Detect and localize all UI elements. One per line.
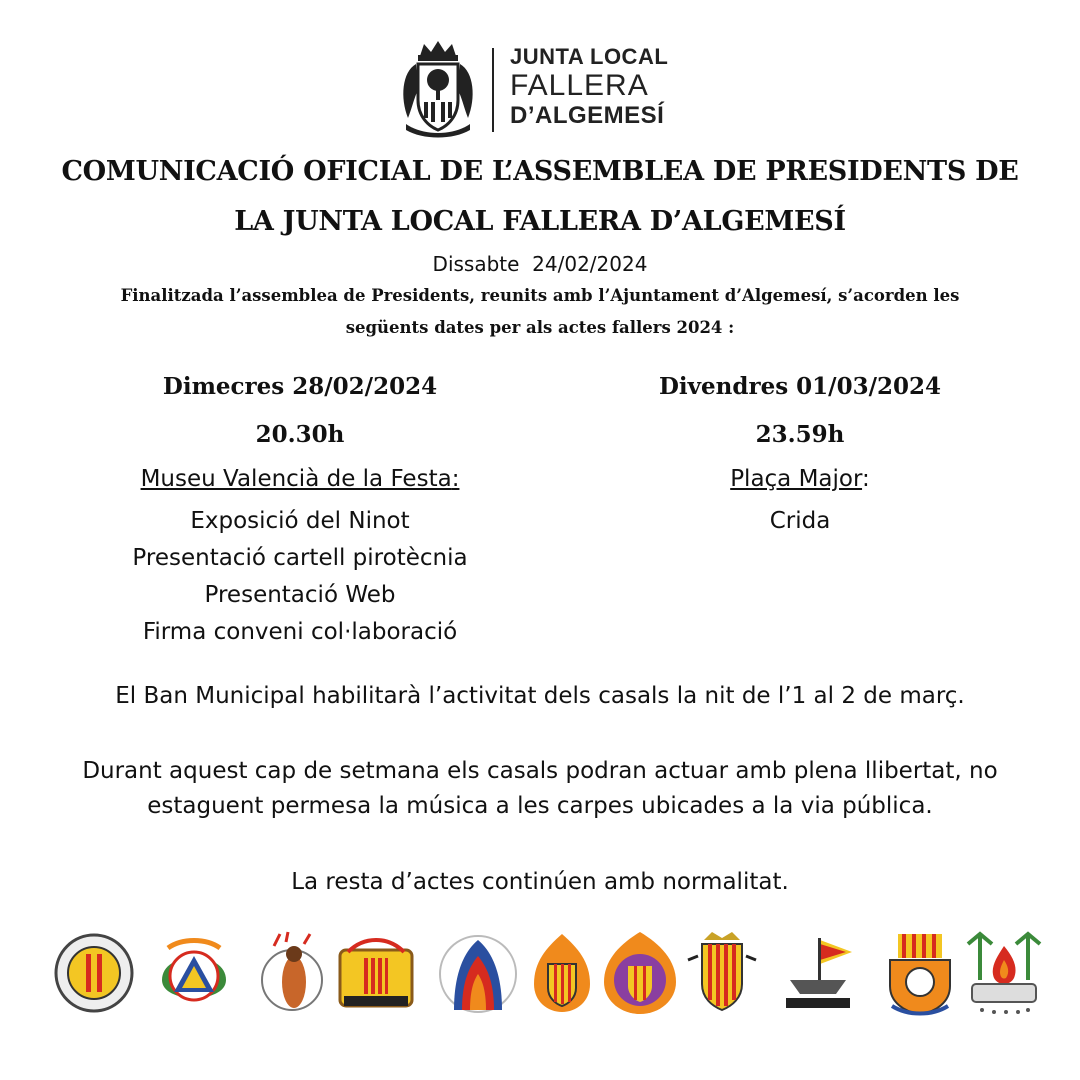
- note-ban: El Ban Municipal habilitarà l’activitat dels casals la nit de l’1 al 2 de març.: [115, 683, 965, 709]
- list-item: Exposició del Ninot: [190, 508, 410, 534]
- falla-crest-6-icon: [520, 930, 604, 1016]
- falla-crest-3-icon: [250, 930, 334, 1016]
- falla-crest-1-icon: [52, 930, 136, 1016]
- logo-line-2: FALLERA: [510, 69, 649, 102]
- note-rest: La resta d’actes continúen amb normalitat.: [291, 869, 789, 895]
- intro-line-2: següents dates per als actes fallers 2024 :: [345, 318, 735, 337]
- event-place-name: Museu Valencià de la Festa: [140, 466, 452, 492]
- note-weekend: Durant aquest cap de setmana els casals podran actuar amb plena llibertat, no estaguent permesa la música a les carpes ubicades a la via pública.: [82, 758, 998, 819]
- event-place-suffix: :: [862, 466, 870, 492]
- list-item: Crida: [769, 508, 831, 534]
- event-time: 20.30h: [255, 421, 345, 448]
- logo-line-3: D’ALGEMESÍ: [510, 102, 665, 129]
- falla-crest-11-icon: [962, 930, 1046, 1016]
- falla-crest-5-icon: [436, 930, 520, 1016]
- logo-line-1: JUNTA LOCAL: [510, 44, 669, 69]
- event-place: [60, 466, 540, 492]
- falla-crests-row: [52, 930, 1040, 1020]
- list-item: Presentació cartell pirotècnia: [132, 545, 468, 571]
- falla-crest-10-icon: [878, 930, 962, 1016]
- event-place-name: Plaça Major: [730, 466, 863, 492]
- event-right: [560, 0, 1040, 660]
- title-line-1: COMUNICACIÓ OFICIAL DE L’ASSEMBLEA DE PRESIDENTS DE: [61, 156, 1019, 187]
- intro-line-1: Finalitzada l’assemblea de Presidents, reunits amb l’Ajuntament d’Algemesí, s’acorden les: [120, 286, 960, 305]
- falla-crest-8-icon: [680, 930, 764, 1016]
- list-item: Presentació Web: [204, 582, 396, 608]
- event-place-suffix: :: [451, 466, 460, 492]
- list-item: Firma conveni col·laboració: [142, 619, 458, 645]
- falla-crest-2-icon: [152, 930, 236, 1016]
- event-time: 23.59h: [755, 421, 845, 448]
- title-line-2: LA JUNTA LOCAL FALLERA D’ALGEMESÍ: [234, 206, 846, 237]
- event-day: Divendres 01/03/2024: [658, 373, 942, 400]
- falla-crest-9-icon: [776, 930, 860, 1016]
- falla-crest-7-icon: [598, 930, 682, 1016]
- event-left: [60, 0, 540, 660]
- falla-crest-4-icon: [334, 930, 418, 1016]
- event-place: [560, 466, 1040, 492]
- event-day: Dimecres 28/02/2024: [162, 373, 438, 400]
- assembly-date: Dissabte 24/02/2024: [432, 252, 648, 276]
- event-acts: [560, 503, 1040, 540]
- event-acts: [60, 503, 540, 651]
